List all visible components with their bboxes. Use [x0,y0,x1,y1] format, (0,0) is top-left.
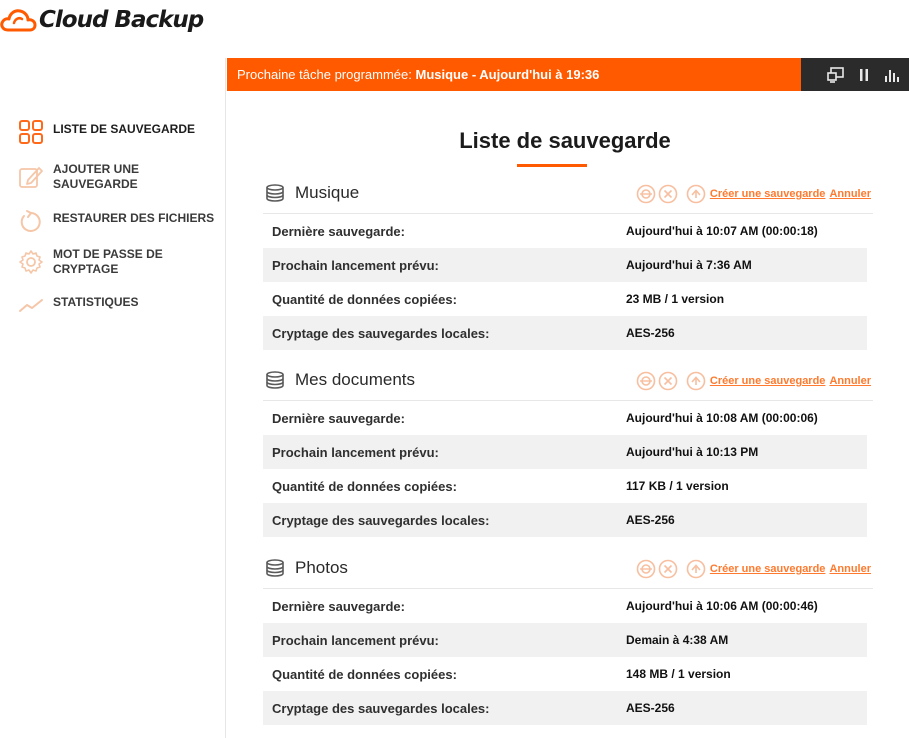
row-value: Aujourd'hui à 10:06 AM (00:00:46) [626,599,818,613]
backup-row [263,623,867,657]
backup-row [263,401,867,435]
row-value: AES-256 [626,326,675,340]
row-value: Demain à 4:38 AM [626,633,729,647]
row-label: Dernière sauvegarde: [272,599,405,614]
backup-actions [634,559,871,579]
row-label: Dernière sauvegarde: [272,411,405,426]
row-label: Prochain lancement prévu: [272,445,439,460]
delete-icon[interactable] [658,184,678,204]
row-label: Dernière sauvegarde: [272,224,405,239]
upload-icon[interactable] [686,559,706,579]
row-label: Quantité de données copiées: [272,292,457,307]
app-name: Cloud Backup [39,7,204,33]
backup-row [263,316,867,350]
page-title: Liste de sauvegarde [459,128,671,153]
row-label: Quantité de données copiées: [272,479,457,494]
stats-button[interactable] [883,66,901,84]
stop-icon[interactable] [636,371,656,391]
grid-icon [18,119,44,145]
next-task-name: Musique - Aujourd'hui à 19:36 [415,67,600,82]
sidebar-item-label: LISTE DE SAUVEGARDE [53,122,196,136]
cancel-link[interactable]: Annuler [829,375,871,387]
stop-icon[interactable] [636,184,656,204]
pause-icon [855,66,873,84]
app-logo [0,4,203,36]
backup-row [263,282,867,316]
trend-icon [18,291,44,317]
create-backup-link[interactable]: Créer une sauvegarde [709,563,826,575]
row-value: 148 MB / 1 version [626,667,731,681]
backup-details [263,401,873,537]
create-backup-link[interactable]: Créer une sauvegarde [709,375,826,387]
sidebar-item-label: AJOUTER UNE SAUVEGARDE [53,162,140,191]
row-value: Aujourd'hui à 10:13 PM [626,445,759,459]
row-value: AES-256 [626,513,675,527]
backup-section [263,180,873,350]
backup-name: Musique [295,183,360,202]
cancel-link[interactable]: Annuler [829,188,871,200]
database-icon [265,371,285,389]
backup-actions [634,184,871,204]
backup-details [263,214,873,350]
title-underline [517,164,587,167]
row-value: AES-256 [626,701,675,715]
backup-row [263,589,867,623]
backup-section [263,367,873,537]
backup-row [263,691,867,725]
monitor-button[interactable] [827,66,845,84]
restore-icon [18,209,44,235]
gear-icon [18,249,44,275]
backup-header [263,555,873,589]
backup-details [263,589,873,725]
backup-row [263,435,867,469]
row-label: Cryptage des sauvegardes locales: [272,326,490,341]
backup-actions [634,371,871,391]
monitor-icon [827,66,845,84]
stats-icon [883,66,901,84]
row-label: Cryptage des sauvegardes locales: [272,513,490,528]
backup-header [263,367,873,401]
row-value: 23 MB / 1 version [626,292,725,306]
row-value: Aujourd'hui à 10:07 AM (00:00:18) [626,224,818,238]
cloud-logo-icon [0,4,40,36]
delete-icon[interactable] [658,559,678,579]
upload-icon[interactable] [686,371,706,391]
database-icon [265,184,285,202]
sidebar [0,58,226,738]
backup-row [263,214,867,248]
stop-icon[interactable] [636,559,656,579]
row-value: Aujourd'hui à 10:08 AM (00:00:06) [626,411,818,425]
row-label: Prochain lancement prévu: [272,258,439,273]
upload-icon[interactable] [686,184,706,204]
sidebar-item-label: RESTAURER DES FICHIERS [53,211,215,225]
pause-button[interactable] [855,66,873,84]
edit-icon [18,164,44,190]
toolbar [801,58,909,91]
backup-header [263,180,873,214]
backup-name: Mes documents [295,370,415,389]
create-backup-link[interactable]: Créer une sauvegarde [709,188,826,200]
row-label: Quantité de données copiées: [272,667,457,682]
next-task-text [237,67,599,82]
row-label: Prochain lancement prévu: [272,633,439,648]
backup-row [263,657,867,691]
backup-row [263,248,867,282]
backup-name: Photos [295,558,348,577]
row-value: 117 KB / 1 version [626,479,729,493]
backup-section [263,555,873,725]
cancel-link[interactable]: Annuler [829,563,871,575]
next-task-bar [227,58,909,91]
next-task-prefix: Prochaine tâche programmée: [237,67,416,82]
row-label: Cryptage des sauvegardes locales: [272,701,490,716]
sidebar-item-label: STATISTIQUES [53,295,139,309]
row-value: Aujourd'hui à 7:36 AM [626,258,752,272]
delete-icon[interactable] [658,371,678,391]
sidebar-item-label: MOT DE PASSE DE CRYPTAGE [53,247,163,276]
backup-row [263,503,867,537]
backup-row [263,469,867,503]
database-icon [265,559,285,577]
